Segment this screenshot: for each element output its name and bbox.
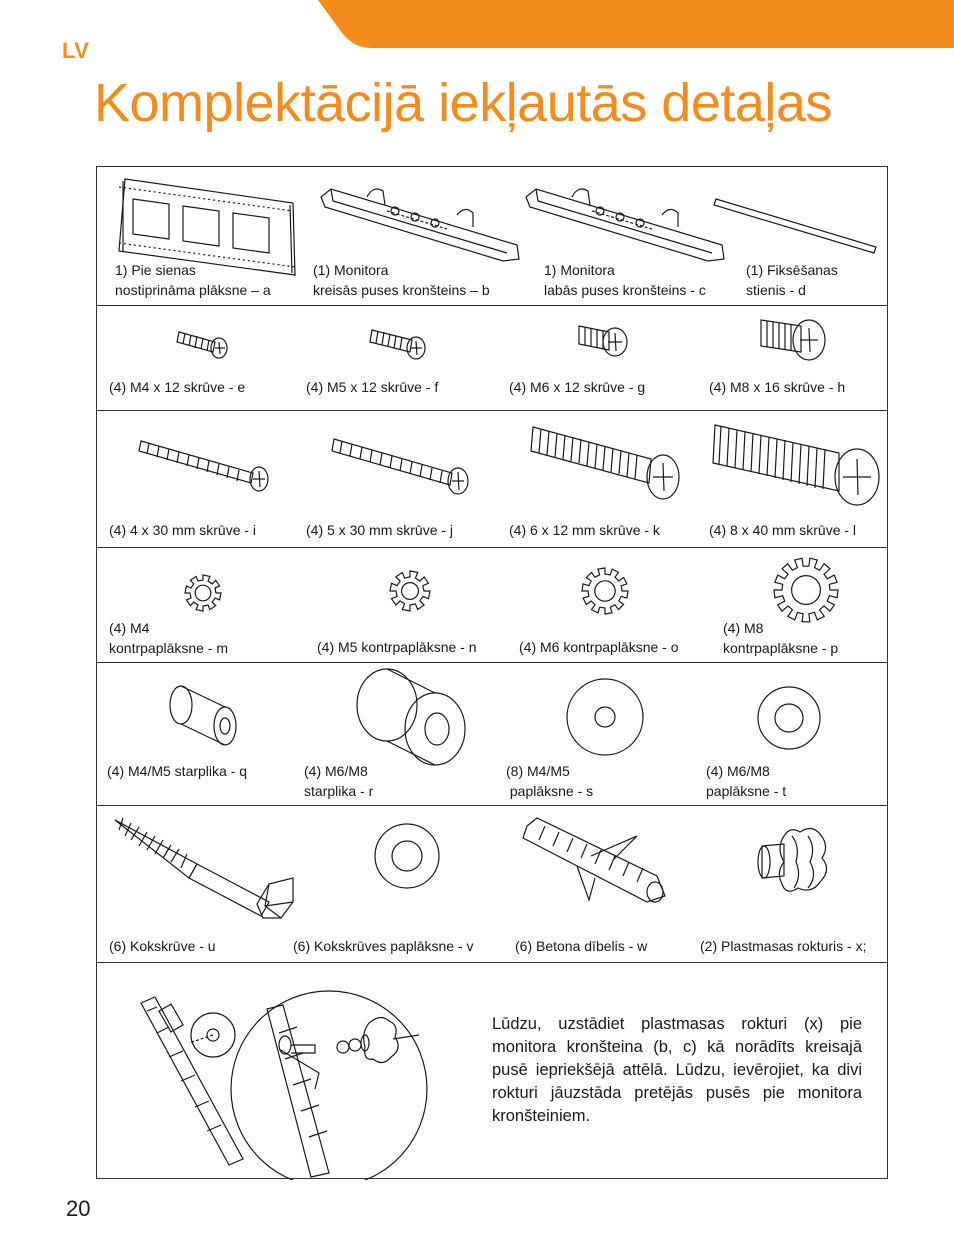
parts-row-4 [97, 548, 887, 663]
part-label: (4) M8 kontrpaplāksne - p [723, 620, 839, 656]
screw-icon [705, 306, 889, 386]
part-cell-r [297, 663, 502, 805]
part-label: (6) Betona dībelis - w [515, 938, 648, 954]
part-cell-d [740, 167, 889, 305]
part-cell-b [307, 167, 532, 305]
part-cell-u [97, 806, 287, 962]
long-screw-icon [302, 411, 505, 521]
part-cell-q [97, 663, 297, 805]
page-number: 20 [66, 1196, 91, 1221]
part-label: 1) Pie sienas nostiprināma plāksne – a [115, 262, 271, 298]
lock-washer-icon [97, 548, 312, 628]
part-label: 1) Monitora labās puses kronšteins - c [544, 262, 706, 298]
part-cell-p [718, 548, 889, 662]
washer-icon [502, 663, 702, 763]
parts-row-2 [97, 306, 887, 411]
part-label: (4) M6 x 12 skrūve - g [509, 379, 646, 395]
part-label: (4) 6 x 12 mm skrūve - k [509, 522, 660, 538]
part-cell-x [692, 806, 889, 962]
lock-washer-icon [515, 548, 718, 628]
part-cell-n [312, 548, 515, 662]
assembly-instruction: Lūdzu, uzstādiet plastmasas rokturi (x) pie monitora kronšteina (b, c) kā norādīts kreisajā pusē iepriekšējā attēlā. Lūdzu, ievērojiet, ka divi rokturi jāuzstāda pretējās pusēs pie monitora kronšteiniem. [492, 1015, 862, 1125]
part-cell-i [97, 411, 302, 547]
part-cell-f [302, 306, 505, 410]
page-title: Komplektācijā iekļautās detaļas [94, 73, 832, 133]
screw-icon [302, 306, 505, 386]
lock-washer-icon [312, 548, 515, 628]
part-cell-e [97, 306, 302, 410]
part-label: (4) M4 kontrpaplāksne - m [109, 620, 229, 656]
screw-icon [97, 306, 302, 386]
spacer-icon [297, 663, 502, 763]
part-cell-c [532, 167, 740, 305]
part-label: (4) M5 kontrpaplāksne - n [317, 639, 477, 655]
washer-icon [702, 663, 889, 763]
part-cell-h [705, 306, 889, 410]
parts-row-5 [97, 663, 887, 806]
long-screw-icon [97, 411, 302, 521]
part-cell-m [97, 548, 312, 662]
part-cell-s [502, 663, 702, 805]
lag-bolt-icon [97, 806, 287, 936]
lock-washer-icon [718, 548, 889, 628]
parts-row-1 [97, 167, 887, 306]
parts-row-6 [97, 806, 887, 963]
part-label: (6) Kokskrūves paplāksne - v [293, 938, 474, 954]
part-cell-o [515, 548, 718, 662]
washer-icon [287, 806, 507, 936]
part-label: (6) Kokskrūve - u [109, 938, 216, 954]
part-cell-t [702, 663, 889, 805]
part-cell-w [507, 806, 692, 962]
part-label: (4) 8 x 40 mm skrūve - l [709, 522, 857, 538]
part-label: (4) M4/M5 starplika - q [107, 763, 248, 779]
plastic-knob-icon [692, 806, 889, 936]
part-label: (4) M8 x 16 skrūve - h [709, 379, 846, 395]
long-screw-icon [705, 411, 889, 521]
parts-table [96, 166, 888, 1179]
part-cell-k [505, 411, 705, 547]
part-label: (4) M5 x 12 skrūve - f [306, 379, 439, 395]
screw-icon [505, 306, 705, 386]
part-label: (8) M4/M5 paplāksne - s [506, 763, 594, 799]
long-screw-icon [505, 411, 705, 521]
part-cell-l [705, 411, 889, 547]
part-label: (1) Fiksēšanas stienis - d [746, 262, 838, 298]
part-cell-a [97, 167, 307, 305]
part-label: (4) M6/M8 starplika - r [304, 763, 374, 799]
part-cell-g [505, 306, 705, 410]
wall-anchor-icon [507, 806, 692, 936]
spacer-icon [97, 663, 297, 763]
part-cell-v [287, 806, 507, 962]
parts-row-3 [97, 411, 887, 548]
language-tag: LV [62, 38, 90, 63]
part-label: (1) Monitora kreisās puses kronšteins – b [313, 262, 490, 298]
part-label: (4) 5 x 30 mm skrūve - j [306, 522, 454, 538]
part-label: (2) Plastmasas rokturis - x; [700, 938, 867, 954]
part-label: (4) M4 x 12 skrūve - e [109, 379, 246, 395]
part-label: (4) M6/M8 paplāksne - t [706, 763, 787, 799]
part-label: (4) 4 x 30 mm skrūve - i [109, 522, 257, 538]
header-orange-band [0, 0, 954, 50]
assembly-illustration [97, 963, 477, 1180]
part-label: (4) M6 kontrpaplāksne - o [519, 639, 679, 655]
parts-row-7 [97, 963, 887, 1180]
part-cell-j [302, 411, 505, 547]
